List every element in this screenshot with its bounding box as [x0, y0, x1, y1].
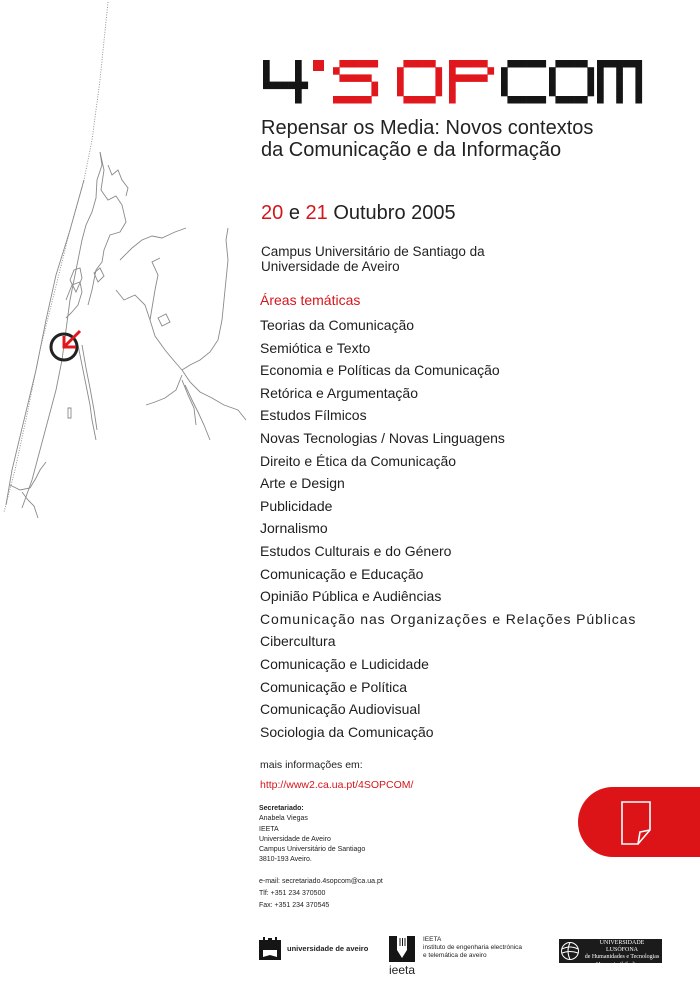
- area-item: Economia e Políticas da Comunicação: [260, 362, 500, 379]
- logo-char-s: [333, 60, 378, 104]
- website-link[interactable]: http://www2.ca.ua.pt/4SOPCOM/: [260, 779, 414, 791]
- area-item: Cibercultura: [260, 633, 336, 650]
- subtitle-line-1: Repensar os Media: Novos contextos: [261, 117, 594, 139]
- secretariat-line: 3810-193 Aveiro.: [259, 856, 312, 864]
- venue: [261, 244, 485, 274]
- page-curl-icon: [620, 800, 654, 846]
- lake-north: [94, 268, 104, 282]
- areas-list: [260, 316, 636, 745]
- areas-heading: Áreas temáticas: [260, 292, 361, 308]
- channel-south: [78, 345, 96, 440]
- lagoon-west: [22, 152, 102, 508]
- fax-text: Fax: +351 234 370545: [259, 902, 330, 909]
- area-item: Sociologia da Comunicação: [260, 723, 434, 740]
- secretariat-line: Universidade de Aveiro: [259, 835, 331, 843]
- river-east-branch: [182, 370, 246, 420]
- secretariat-line: Anabela Viegas: [259, 815, 308, 823]
- area-item: Estudos Culturais e do Género: [260, 542, 452, 559]
- area-item: Comunicação e Educação: [260, 565, 424, 582]
- channel-south-2: [82, 345, 97, 430]
- venue-line-2: Universidade de Aveiro: [261, 259, 400, 274]
- river-south-3: [182, 380, 196, 425]
- logo-char-c: [501, 60, 546, 104]
- lake-mid: [158, 314, 170, 326]
- logo-char-o2: [549, 60, 594, 104]
- area-item: Semiótica e Texto: [260, 339, 371, 356]
- subtitle: [261, 117, 593, 161]
- logo-char-p: [449, 60, 494, 104]
- area-item: Novas Tecnologias / Novas Linguagens: [260, 429, 505, 446]
- estuary-north: [120, 228, 186, 260]
- red-tab: [578, 787, 700, 857]
- date-conjunction: e: [288, 202, 300, 224]
- lusofona-line: UNIVERSIDADE LUSÓFONA: [599, 940, 645, 954]
- globe-icon: [560, 941, 580, 961]
- lusofona-motto: Humani nihil alienum: [595, 961, 649, 968]
- lusofona-line: de Humanidades e Tecnologias: [584, 954, 660, 961]
- area-item: Publicidade: [260, 497, 333, 514]
- sopcom-logo: [263, 60, 643, 104]
- area-item: Comunicação nas Organizações e Relações Públicas: [260, 610, 637, 627]
- lusofona-text: [583, 940, 661, 969]
- area-item: Arte e Design: [260, 475, 345, 492]
- river-east: [182, 228, 228, 370]
- date-day-1: 20: [261, 202, 284, 224]
- logo-char-4: [263, 60, 308, 104]
- venue-line-1: Campus Universitário de Santiago da: [261, 244, 485, 259]
- phone-text: Tlf: +351 234 370500: [259, 890, 326, 897]
- logo-char-o: [397, 60, 442, 104]
- region-map: [0, 0, 250, 530]
- ieeta-description: [423, 936, 522, 960]
- ua-name: universidade de aveiro: [287, 944, 369, 953]
- secretariat-line: IEETA: [259, 825, 279, 833]
- secretariat-block: [259, 804, 365, 866]
- email-text[interactable]: e-mail: secretariado.4sopcom@ca.ua.pt: [259, 878, 383, 885]
- ieeta-line: IEETA: [423, 936, 442, 943]
- area-item: Retórica e Argumentação: [260, 384, 418, 401]
- area-item: Opinião Pública e Audiências: [260, 588, 442, 605]
- ieeta-line: e telemática de aveiro: [423, 952, 487, 959]
- ua-logo-icon: [258, 937, 282, 961]
- area-item: Comunicação e Ludicidade: [260, 655, 429, 672]
- date-day-2: 21: [305, 202, 328, 224]
- area-item: Comunicação e Política: [260, 678, 408, 695]
- coastline: [6, 180, 84, 505]
- contact-block: [259, 876, 383, 912]
- logo-degree-mark: [313, 60, 324, 71]
- date-month-year: Outubro 2005: [333, 202, 456, 224]
- area-item: Estudos Fílmicos: [260, 407, 367, 424]
- river-south-2: [185, 385, 210, 440]
- lagoon-branch: [108, 165, 128, 196]
- more-info-label: mais informações em:: [260, 759, 363, 771]
- area-item: Direito e Ética da Comunicação: [260, 452, 457, 469]
- river-main: [116, 290, 182, 370]
- coastline-dotted: [4, 2, 108, 512]
- subtitle-line-2: da Comunicação e da Informação: [261, 139, 562, 161]
- islet: [68, 408, 71, 418]
- area-item: Comunicação Audiovisual: [260, 701, 421, 718]
- river-vouga: [150, 258, 160, 320]
- river-south: [146, 375, 182, 405]
- logo-char-m: [597, 60, 642, 104]
- area-item: Teorias da Comunicação: [260, 317, 415, 333]
- ieeta-word: ieeta: [389, 963, 416, 977]
- secretariat-title: Secretariado:: [259, 805, 304, 812]
- ieeta-logo-icon: [389, 936, 415, 962]
- ieeta-line: instituto de engenharia electrónica: [423, 944, 523, 951]
- secretariat-line: Campus Universitário de Santiago: [259, 846, 366, 854]
- event-dates: [261, 201, 456, 225]
- area-item: Jornalismo: [260, 520, 328, 537]
